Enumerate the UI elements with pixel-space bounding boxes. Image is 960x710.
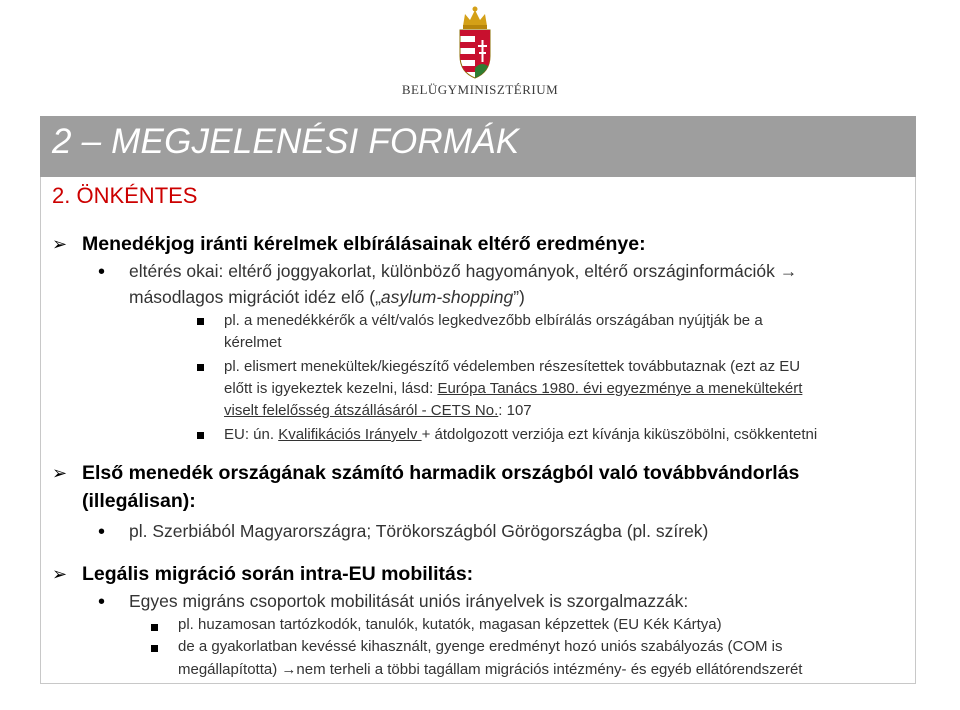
sub-bullet-text: pl. elismert menekültek/kiegészítő védelemben részesítettek továbbutaznak (ezt az EU bbox=[224, 358, 801, 375]
arrow-bullet-icon: ➢ bbox=[52, 234, 68, 254]
bullet-icon: • bbox=[98, 521, 106, 543]
square-bullet-icon bbox=[151, 624, 158, 631]
treaty-link[interactable]: Európa Tanács 1980. évi egyezménye a menekültekért bbox=[437, 380, 803, 397]
bullet-text-continued: másodlagos migrációt idéz elő („asylum-shopping”) bbox=[129, 287, 525, 307]
coat-of-arms-icon bbox=[455, 4, 495, 80]
sub-bullet-text: pl. huzamosan tartózkodók, tanulók, kutatók, magasan képzettek (EU Kék Kártya) bbox=[178, 616, 722, 633]
ministry-logo bbox=[395, 4, 565, 104]
sub-bullet-text-continued: előtt is igyekeztek kezelni, lásd: Európa Tanács 1980. évi egyezménye a menekültekért bbox=[224, 380, 803, 397]
section-heading: Első menedék országának számító harmadik országból való továbbvándorlás bbox=[82, 462, 800, 484]
logo-text: BELÜGYMINISZTÉRIUM bbox=[401, 82, 559, 97]
sub-bullet-text-continued: megállapította) →nem terheli a többi tagállam migrációs intézmény- és egyéb ellátórendszerét bbox=[178, 661, 803, 678]
section-heading: Legális migráció során intra-EU mobilitás: bbox=[82, 563, 474, 585]
bullet-text: Egyes migráns csoportok mobilitását uniós irányelvek is szorgalmazzák: bbox=[129, 591, 689, 611]
square-bullet-icon bbox=[197, 432, 204, 439]
sub-bullet-text: EU: ún. Kvalifikációs Irányelv + átdolgozott verziója ezt kívánja kiküszöbölni, csökkentetni bbox=[224, 426, 818, 443]
sub-bullet-text-continued: kérelmet bbox=[224, 334, 282, 351]
arrow-bullet-icon: ➢ bbox=[52, 564, 68, 584]
square-bullet-icon bbox=[151, 645, 158, 652]
section-heading: Menedékjog iránti kérelmek elbírálásainak eltérő eredménye: bbox=[82, 233, 646, 255]
square-bullet-icon bbox=[197, 364, 204, 371]
bullet-icon: • bbox=[98, 261, 106, 283]
section-heading-continued: (illegálisan): bbox=[82, 490, 196, 512]
slide-title: 2 – MEGJELENÉSI FORMÁK bbox=[52, 122, 520, 161]
slide-subtitle: 2. ÖNKÉNTES bbox=[52, 183, 198, 208]
arrow-icon: → bbox=[281, 661, 297, 678]
directive-link[interactable]: Kvalifikációs Irányelv bbox=[278, 426, 422, 443]
square-bullet-icon bbox=[197, 318, 204, 325]
treaty-link-continued[interactable]: viselt felelősség átszállásáról - CETS No. bbox=[224, 402, 499, 419]
bullet-icon: • bbox=[98, 591, 106, 613]
bullet-text: eltérés okai: eltérő joggyakorlat, különböző hagyományok, eltérő országinformációk → bbox=[129, 261, 798, 281]
arrow-bullet-icon: ➢ bbox=[52, 463, 68, 483]
sub-bullet-text: de a gyakorlatban kevéssé kihasznált, gyenge eredményt hozó uniós szabályozás (COM is bbox=[178, 638, 783, 655]
sub-bullet-text: pl. a menedékkérők a vélt/valós legkedvezőbb elbírálás országában nyújtják be a bbox=[224, 312, 763, 329]
sub-bullet-text-continued: viselt felelősség átszállásáról - CETS No.: 107 bbox=[224, 402, 532, 419]
bullet-text: pl. Szerbiából Magyarországra; Törökországból Görögországba (pl. szírek) bbox=[129, 521, 709, 541]
